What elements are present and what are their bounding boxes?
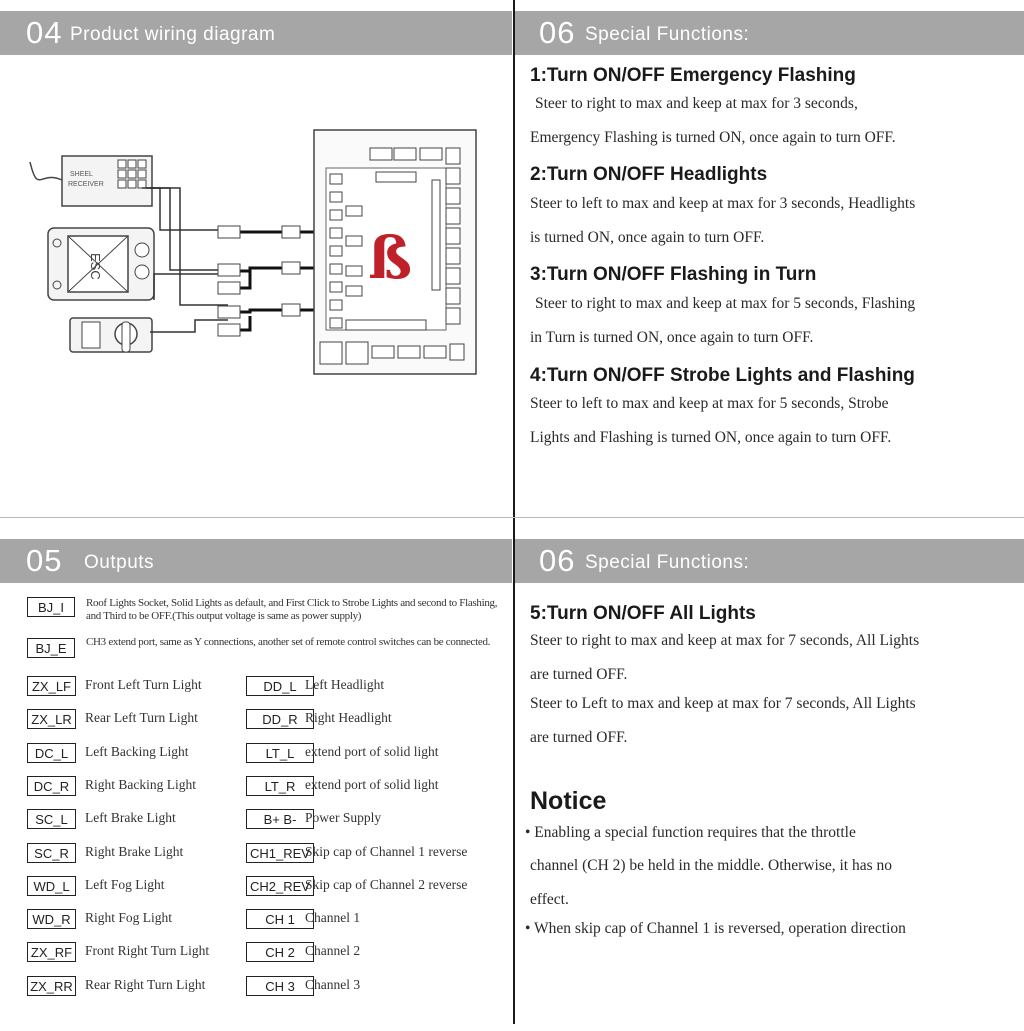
function-text: are turned OFF. (530, 729, 628, 746)
function-text: is turned ON, once again to turn OFF. (530, 229, 765, 246)
output-tag: WD_L (27, 876, 76, 896)
function-heading: 3:Turn ON/OFF Flashing in Turn (530, 264, 817, 285)
output-tag: B+ B- (246, 809, 314, 829)
output-description: Front Left Turn Light (85, 677, 202, 692)
special-functions-panel (515, 0, 1024, 512)
section-header (515, 11, 1024, 55)
function-text: Steer to right to max and keep at max for 5 seconds, Flashing (535, 295, 916, 312)
notice-text: • When skip cap of Channel 1 is reversed, operation direction (525, 920, 906, 937)
function-text: Steer to Left to max and keep at max for 7 seconds, All Lights (530, 695, 916, 712)
function-text: Steer to right to max and keep at max for 7 seconds, All Lights (530, 632, 920, 649)
notice-text: channel (CH 2) be held in the middle. Otherwise, it has no (530, 857, 893, 874)
output-tag: ZX_LR (27, 709, 76, 729)
output-description: Right Fog Light (85, 910, 173, 926)
output-description: extend port of solid light (305, 776, 439, 792)
section-number: 04 (26, 15, 63, 50)
function-text: Steer to left to max and keep at max for 3 seconds, Headlights (530, 195, 916, 212)
output-description: Channel 1 (305, 910, 361, 926)
output-tag: LT_R (246, 776, 314, 796)
output-description: Right Headlight (305, 710, 392, 726)
output-tag: SC_L (27, 809, 76, 829)
output-description: Rear Left Turn Light (85, 710, 198, 726)
notice-heading: Notice (530, 787, 607, 815)
output-tag: CH2_REV (246, 876, 314, 896)
controller-board (314, 130, 476, 374)
output-tag: DD_L (246, 676, 314, 696)
receiver-label: RECEIVER (68, 181, 104, 188)
notice-text: • Enabling a special function requires that the throttle (525, 824, 856, 841)
function-text: are turned OFF. (530, 666, 628, 683)
section-header (0, 539, 512, 583)
output-description: CH3 extend port, same as Y connections, another set of remote control switches can be connected. (86, 636, 491, 648)
wiring-panel (0, 0, 512, 512)
section-number: 06 (539, 543, 576, 578)
output-tag: CH 3 (246, 976, 314, 996)
receiver-brand-label: SHEEL (70, 171, 93, 178)
output-tag: ZX_RF (27, 942, 76, 962)
function-text: Emergency Flashing is turned ON, once again to turn OFF. (530, 129, 896, 146)
function-heading: 1:Turn ON/OFF Emergency Flashing (530, 65, 856, 86)
function-text: Lights and Flashing is turned ON, once again to turn OFF. (530, 429, 892, 446)
output-description: Left Brake Light (85, 810, 176, 826)
output-description: Right Backing Light (85, 776, 196, 792)
outputs-panel (0, 519, 512, 1031)
output-description: Skip cap of Channel 2 reverse (305, 876, 468, 892)
output-tag: CH 2 (246, 942, 314, 962)
special-functions-panel-2 (515, 519, 1024, 1031)
output-description: Left Headlight (305, 677, 385, 692)
output-tag: DC_L (27, 743, 76, 763)
section-header (515, 539, 1024, 583)
function-text: in Turn is turned ON, once again to turn OFF. (530, 329, 814, 346)
notice-text: effect. (530, 891, 569, 908)
output-description: Left Backing Light (85, 743, 189, 759)
output-description: Right Brake Light (85, 843, 184, 859)
output-description: Channel 3 (305, 976, 361, 992)
output-tag: LT_L (246, 743, 314, 763)
output-tag: DD_R (246, 709, 314, 729)
output-description: Left Fog Light (85, 876, 165, 892)
output-description: Roof Lights Socket, Solid Lights as default, and First Click to Strobe Lights and second to Flashing, and Third to be OFF.(This output voltage is same as power supply) (86, 597, 498, 622)
servo-module (70, 318, 152, 352)
output-tag: WD_R (27, 909, 76, 929)
section-title: Special Functions: (585, 24, 750, 45)
section-title: Outputs (84, 552, 155, 573)
section-header (0, 11, 512, 55)
output-description: Front Right Turn Light (85, 943, 210, 959)
output-tag: CH 1 (246, 909, 314, 929)
function-text: Steer to left to max and keep at max for 5 seconds, Strobe (530, 395, 889, 412)
section-number: 05 (26, 543, 63, 578)
output-tag: SC_R (27, 843, 76, 863)
output-description: Power Supply (305, 810, 382, 826)
output-tag: ZX_RR (27, 976, 76, 996)
output-tag: BJ_I (27, 597, 75, 617)
svg-text:ß: ß (368, 224, 413, 292)
function-heading: 2:Turn ON/OFF Headlights (530, 164, 768, 185)
section-title: Product wiring diagram (70, 24, 276, 45)
output-description: Rear Right Turn Light (85, 976, 206, 992)
output-description: extend port of solid light (305, 743, 439, 759)
output-tag: ZX_LF (27, 676, 76, 696)
esc-module (48, 228, 154, 300)
output-description: Skip cap of Channel 1 reverse (305, 843, 468, 859)
function-text: Steer to right to max and keep at max for 3 seconds, (535, 95, 858, 112)
function-heading: 4:Turn ON/OFF Strobe Lights and Flashing (530, 365, 915, 386)
svg-text:ESC: ESC (88, 253, 103, 280)
wiring-diagram (0, 60, 512, 500)
section-number: 06 (539, 15, 576, 50)
output-tag: CH1_REV (246, 843, 314, 863)
section-title: Special Functions: (585, 552, 750, 573)
output-tag: DC_R (27, 776, 76, 796)
function-heading: 5:Turn ON/OFF All Lights (530, 603, 756, 624)
output-tag: BJ_E (27, 638, 75, 658)
horizontal-divider (0, 517, 1024, 518)
output-description: Channel 2 (305, 943, 361, 959)
